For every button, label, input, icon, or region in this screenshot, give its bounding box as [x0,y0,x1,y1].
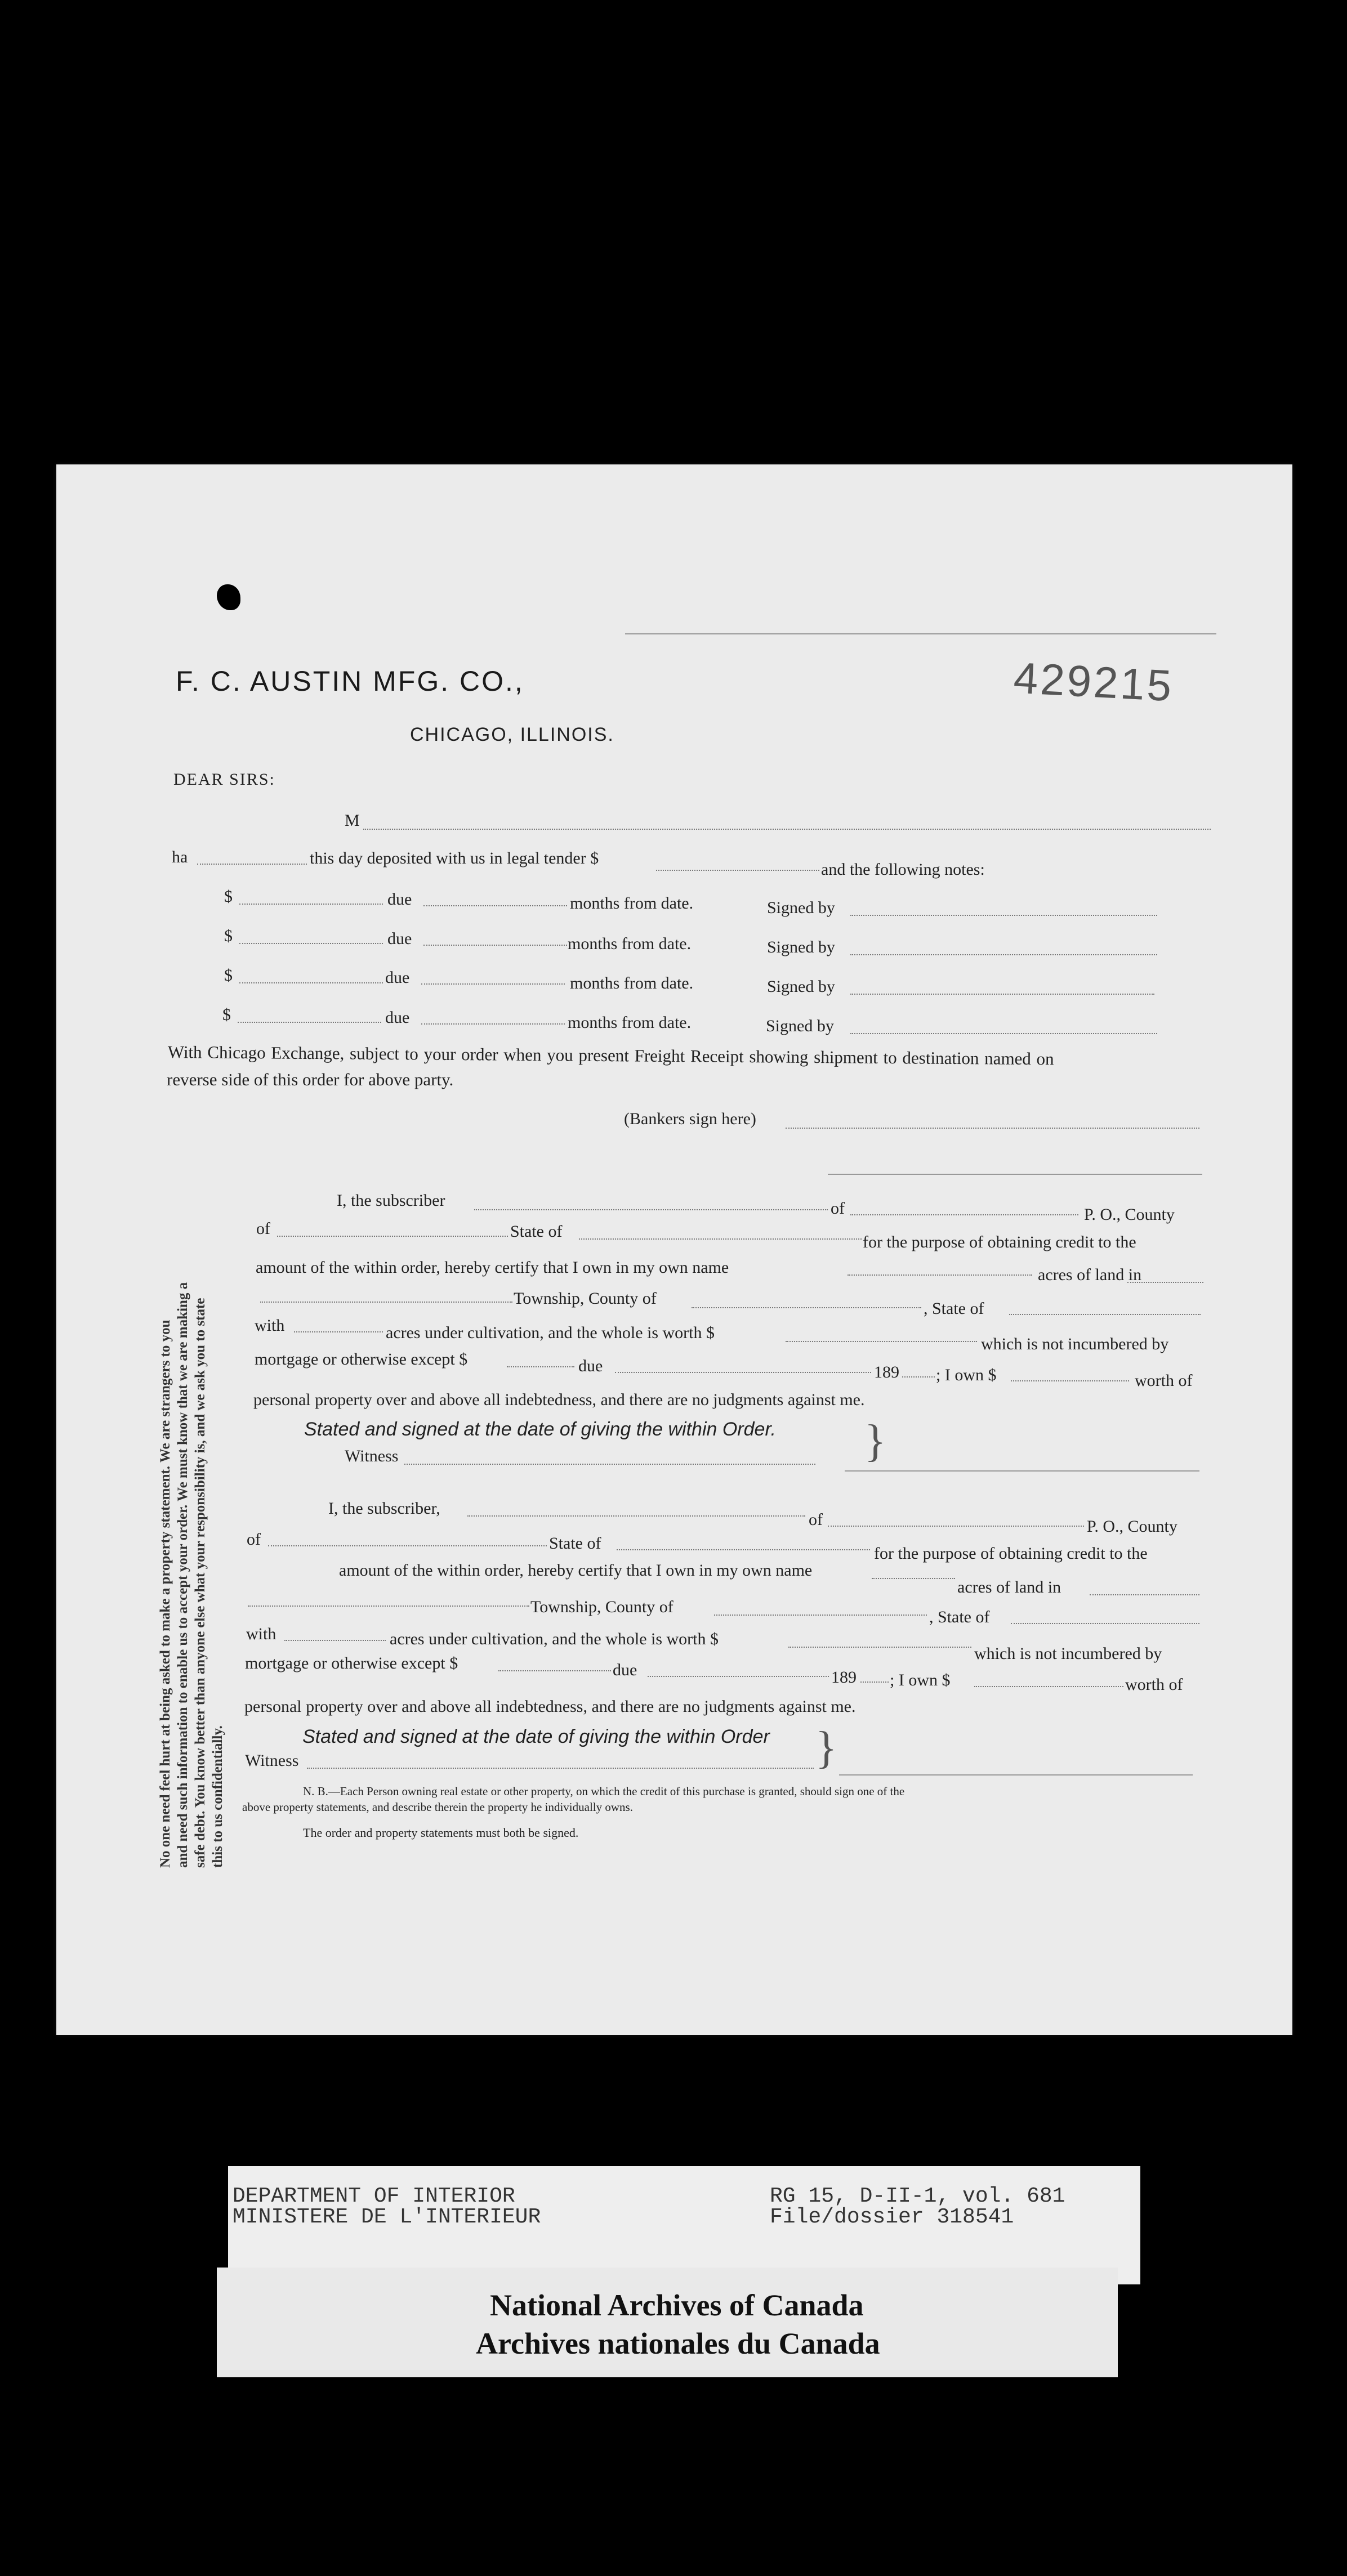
s2-state-of: State of [549,1534,601,1553]
note-amount-line[interactable] [239,904,383,905]
s1-mortgage-line[interactable] [507,1366,574,1367]
s1-i-own: ; I own $ [936,1366,997,1384]
nb-line2: above property statements, and describe therein the property he individually owns. [242,1800,633,1814]
nb-line1: N. B.—Each Person owning real estate or other property, on which the credit of this purchase is granted, should sign one of the [303,1785,905,1798]
s2-witness-line[interactable] [307,1768,814,1769]
s1-personal: personal property over and above all indebtedness, and there are no judgments against me. [253,1390,865,1409]
note-dollar: $ [222,1005,231,1024]
note-amount-line[interactable] [239,982,383,983]
s1-own-line[interactable] [1011,1380,1129,1381]
archive-reference-label [228,2166,1140,2284]
s2-i-own: ; I own $ [890,1671,951,1689]
following-notes-text: and the following notes: [821,860,985,879]
ha-text: ha [172,848,188,866]
s1-witness-line[interactable] [404,1464,815,1465]
s2-cultivation: acres under cultivation, and the whole is worth $ [390,1630,719,1648]
s2-due-line[interactable] [648,1676,829,1677]
s1-acres-land: acres of land in [1038,1265,1142,1284]
s1-subscriber: I, the subscriber [337,1191,445,1210]
record-group-ref: RG 15, D-II-1, vol. 681 [770,2184,1065,2208]
s1-land-line[interactable] [1127,1282,1203,1283]
s2-not-incumbered: which is not incumbered by [974,1644,1162,1663]
s1-po-county: P. O., County [1084,1205,1175,1224]
archives-french: Archives nationales du Canada [476,2327,880,2360]
s2-purpose: for the purpose of obtaining credit to the [874,1544,1148,1563]
s2-subscriber-line[interactable] [467,1515,805,1517]
sidebar-line: this to us confidentially. [210,1725,225,1868]
s1-worth-of: worth of [1135,1371,1193,1390]
note-due-line[interactable] [421,983,565,985]
dept-french: MINISTERE DE L'INTERIEUR [233,2205,541,2229]
s2-county-line[interactable] [268,1545,547,1546]
s2-worth-of: worth of [1125,1675,1183,1694]
s2-subscriber: I, the subscriber, [328,1499,440,1518]
s1-signature-line[interactable] [845,1470,1199,1472]
legal-tender-line[interactable] [656,870,819,871]
note-due-line[interactable] [423,945,567,946]
s1-not-incumbered: which is not incumbered by [981,1335,1169,1353]
header-rule [625,633,1216,634]
s1-cultivation: acres under cultivation, and the whole is worth $ [386,1323,715,1342]
s1-witness: Witness [345,1447,399,1465]
s1-county-of-line[interactable] [692,1307,921,1308]
sidebar-line: safe debt. You know better than anyone else what your responsibility is, and we ask you to state [193,1298,208,1868]
note-months: months from date. [568,934,692,953]
s1-state2-line[interactable] [1009,1314,1201,1315]
s1-due-line[interactable] [615,1372,871,1373]
note-dollar: $ [224,966,233,985]
note-due-line[interactable] [421,1023,565,1025]
s2-worth-line[interactable] [788,1647,971,1648]
property-statement-sidebar [157,1282,226,1868]
s1-state-of: State of [510,1222,563,1241]
s2-brace: } [815,1723,837,1773]
s1-year: 189 [874,1363,899,1381]
payee-line[interactable] [363,829,1211,830]
s1-po-line[interactable] [850,1214,1078,1215]
note-signed: Signed by [766,1017,834,1035]
s2-year: 189 [831,1668,857,1687]
m-prefix: M [345,811,360,830]
s1-year-line[interactable] [902,1376,935,1378]
s2-witness: Witness [245,1751,299,1770]
company-city: CHICAGO, ILLINOIS. [410,724,614,745]
deposited-text: this day deposited with us in legal tender $ [310,849,599,867]
note-signature-line[interactable] [850,1033,1157,1034]
archives-name-label [217,2268,1118,2377]
s1-county-line[interactable] [277,1236,508,1237]
note-due: due [387,929,412,948]
note-signed: Signed by [767,938,835,956]
s2-acres-land: acres of land in [957,1578,1061,1596]
note-due-line[interactable] [423,905,567,906]
s2-personal: personal property over and above all indebtedness, and there are no judgments against me. [244,1697,856,1716]
note-dollar: $ [224,887,233,906]
file-dossier-ref: File/dossier 318541 [770,2205,1014,2229]
s2-po-line[interactable] [828,1526,1084,1527]
s1-township: Township, County of [514,1289,657,1308]
note-due: due [387,890,412,909]
s2-amount: amount of the within order, hereby certify that I own in my own name [339,1561,813,1580]
s1-purpose: for the purpose of obtaining credit to the [863,1233,1136,1251]
bankers-signature-line[interactable] [786,1128,1199,1129]
s2-state-line[interactable] [617,1549,870,1550]
dept-english: DEPARTMENT OF INTERIOR [233,2184,515,2208]
note-signature-line[interactable] [850,915,1157,916]
s2-with: with [246,1625,276,1643]
s1-with-line[interactable] [294,1331,383,1332]
s2-year-line[interactable] [860,1681,889,1683]
s2-stated: Stated and signed at the date of giving the within Order [302,1726,770,1747]
exchange-text-line1: With Chicago Exchange, subject to your order when you present Freight Receipt showing shipment to destination named on [167,1042,1054,1069]
note-due: due [385,1008,410,1027]
note-amount-line[interactable] [238,1022,381,1023]
note-signed: Signed by [767,898,835,917]
s2-of: of [809,1510,823,1529]
s1-state-of2: , State of [924,1299,984,1318]
s2-land-line[interactable] [1090,1594,1199,1595]
s1-township-line[interactable] [260,1302,512,1303]
sidebar-line: No one need feel hurt at being asked to make a property statement. We are strangers to you [158,1320,173,1868]
s2-mortgage: mortgage or otherwise except $ [245,1654,458,1672]
s1-mortgage: mortgage or otherwise except $ [255,1350,468,1368]
s1-of2: of [256,1219,270,1238]
exchange-text-line2: reverse side of this order for above party. [167,1070,454,1089]
note-signature-line[interactable] [850,994,1154,995]
s2-state2-line[interactable] [1011,1623,1199,1624]
s1-brace: } [864,1416,886,1466]
s2-township-line[interactable] [248,1605,529,1607]
s1-stated: Stated and signed at the date of giving the within Order. [304,1419,776,1440]
s2-mortgage-line[interactable] [498,1670,611,1671]
s2-po-county: P. O., County [1087,1517,1177,1536]
s2-state-of2: , State of [929,1608,990,1626]
archives-english: National Archives of Canada [490,2288,864,2322]
s2-own-line[interactable] [974,1686,1123,1687]
s2-acres-line[interactable] [872,1578,955,1579]
s1-due: due [578,1357,603,1375]
s2-of2: of [247,1530,261,1549]
note-amount-line[interactable] [239,943,383,944]
s1-subscriber-line[interactable] [474,1209,828,1210]
nb-line3: The order and property statements must both be signed. [303,1826,579,1840]
stamp-number: 429215 [1012,652,1175,711]
s1-state-line[interactable] [579,1238,862,1240]
note-signed: Signed by [767,977,835,996]
s1-acres-line[interactable] [848,1274,1032,1276]
s1-amount: amount of the within order, hereby certify that I own in my own name [256,1258,729,1277]
salutation: DEAR SIRS: [173,770,275,789]
s2-due: due [613,1661,637,1679]
sidebar-line: and need such information to enable us to accept your order. We must know that we are making a [175,1282,190,1868]
note-due: due [385,968,410,987]
s2-with-line[interactable] [284,1640,386,1641]
note-months: months from date. [568,1013,692,1032]
ha-fill-line[interactable] [197,864,307,865]
bankers-signature-line-2[interactable] [828,1174,1202,1175]
s1-of: of [831,1199,845,1218]
note-months: months from date. [570,894,694,913]
note-months: months from date. [570,974,694,992]
s2-signature-line[interactable] [839,1774,1193,1776]
s2-township: Township, County of [530,1598,674,1616]
s1-worth-line[interactable] [786,1341,977,1342]
s2-county-of-line[interactable] [714,1615,927,1616]
s1-with: with [255,1316,285,1335]
note-dollar: $ [224,927,233,945]
bankers-sign-label: (Bankers sign here) [624,1110,756,1128]
note-signature-line[interactable] [850,954,1157,955]
company-name: F. C. AUSTIN MFG. CO., [176,665,524,697]
